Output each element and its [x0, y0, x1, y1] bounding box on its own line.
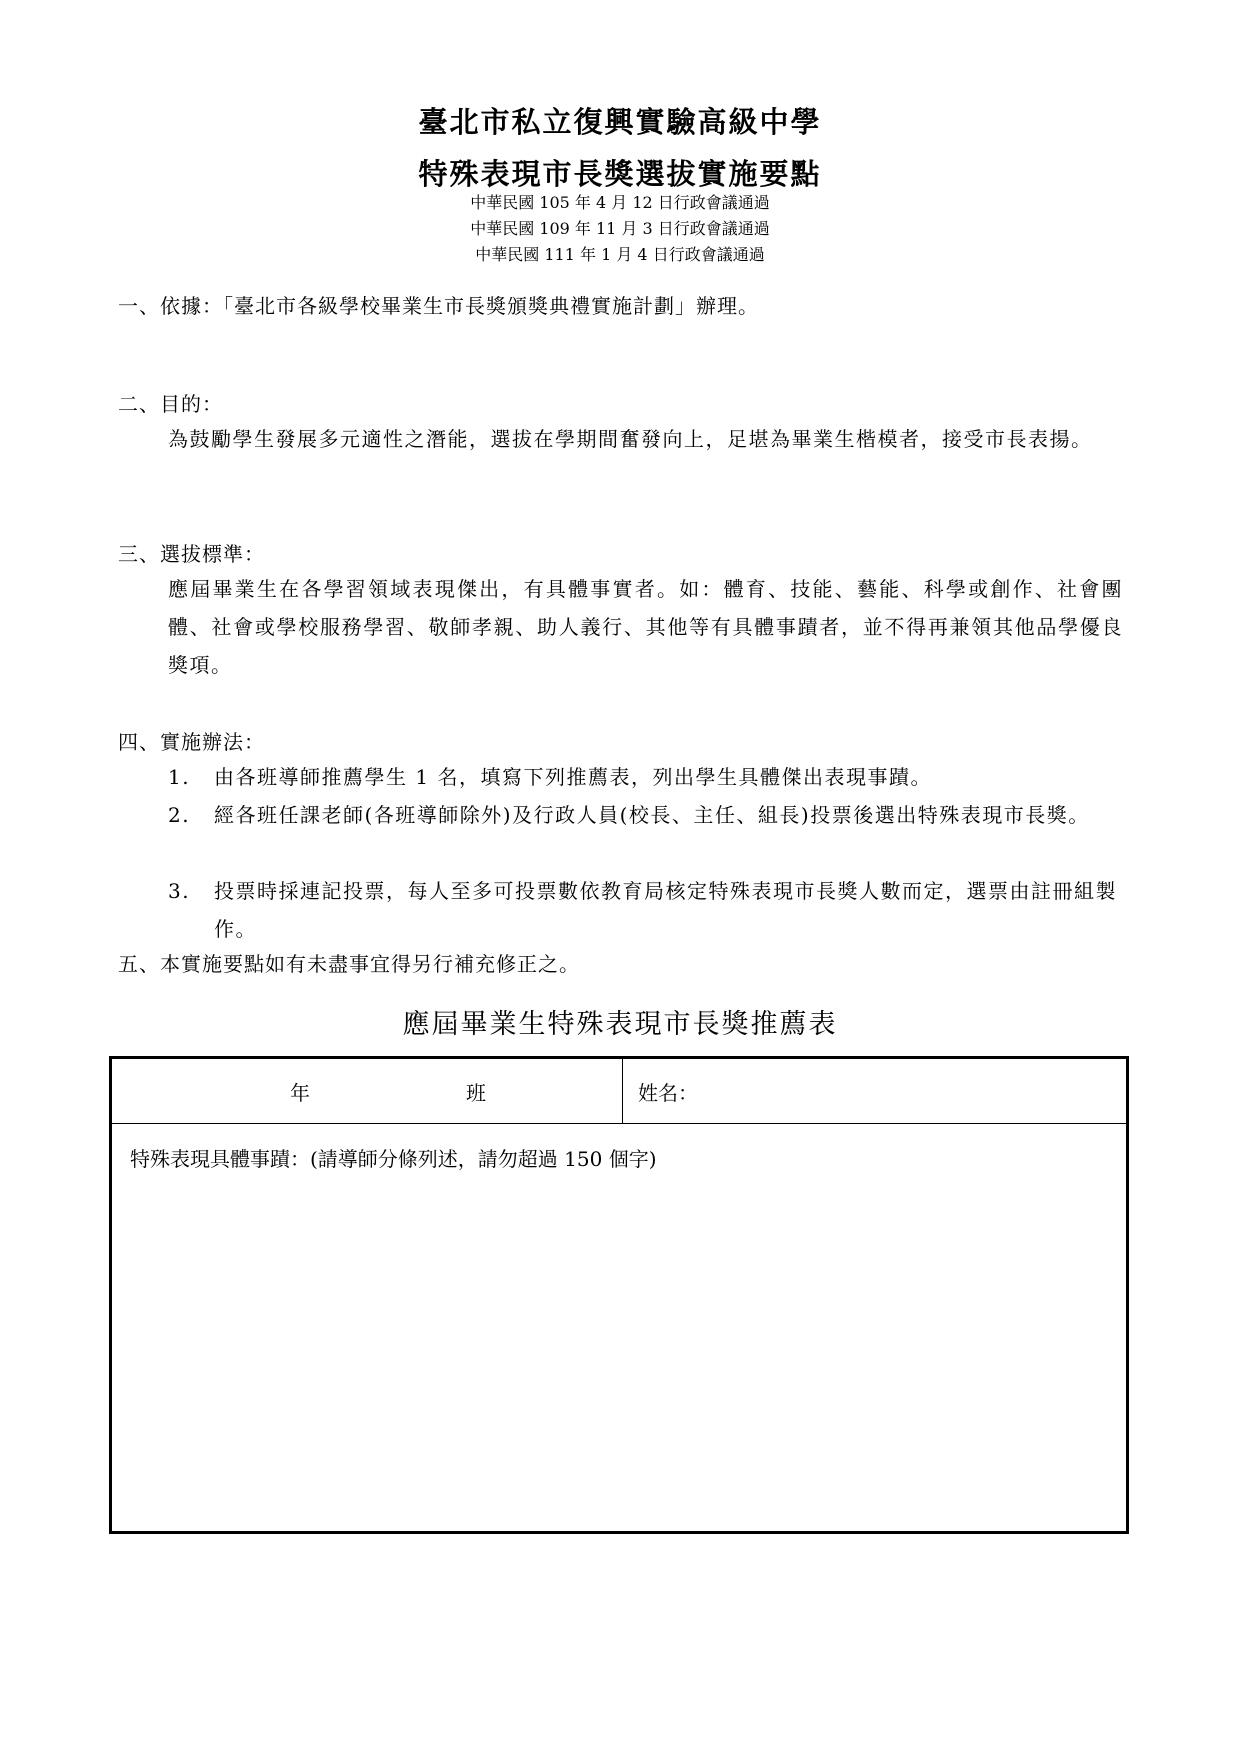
approval-line: 中華民國 105 年 4 月 12 日行政會議通過 [470, 193, 770, 212]
approval-line: 中華民國 111 年 1 月 4 日行政會議通過 [475, 245, 765, 264]
approval-history [0, 190, 1240, 268]
document-title: 特殊表現市長獎選拔實施要點 [418, 157, 822, 191]
section-supplement: 五、本實施要點如有未盡事宜得另行補充修正之。 [118, 952, 580, 976]
section-criteria-body: 應屆畢業生在各學習領域表現傑出，有具體事實者。如：體育、技能、藝能、科學或創作、社會團體、社會或學校服務學習、敬師孝親、助人義行、其他等有具體事蹟者，並不得再兼領其他品學優良獎項。 [168, 577, 1123, 677]
approval-line: 中華民國 109 年 11 月 3 日行政會議通過 [470, 219, 770, 238]
method-item-text: 投票時採連記投票，每人至多可投票數依教育局核定特殊表現市長獎人數而定，選票由註冊組製作。 [214, 879, 1117, 941]
section-method-heading: 四、實施辦法： [118, 730, 265, 754]
method-item-number: 1. [168, 765, 191, 789]
section-purpose-body: 為鼓勵學生發展多元適性之潛能，選拔在學期間奮發向上，足堪為畢業生楷模者，接受市長表揚。 [168, 427, 1093, 451]
method-item-text: 由各班導師推薦學生 1 名，填寫下列推薦表，列出學生具體傑出表現事蹟。 [214, 765, 932, 789]
year-label: 年 [290, 1081, 310, 1105]
method-item-number: 3. [168, 879, 191, 903]
recommendation-form [109, 1056, 1129, 1534]
class-label: 班 [466, 1081, 486, 1105]
cell-divider [622, 1059, 623, 1123]
method-item-number: 2. [168, 803, 191, 827]
name-label: 姓名： [638, 1081, 698, 1105]
form-title: 應屆畢業生特殊表現市長獎推薦表 [402, 1009, 838, 1040]
method-item-text: 經各班任課老師(各班導師除外)及行政人員(校長、主任、組長)投票後選出特殊表現市長獎。 [214, 803, 1090, 827]
form-header-row [112, 1059, 1126, 1124]
school-name: 臺北市私立復興實驗高級中學 [418, 105, 822, 139]
section-purpose-heading: 二、目的： [118, 392, 223, 416]
deeds-label: 特殊表現具體事蹟：(請導師分條列述，請勿超過 150 個字) [130, 1147, 657, 1171]
section-criteria-heading: 三、選拔標準： [118, 542, 265, 566]
section-basis: 一、依據：「臺北市各級學校畢業生市長獎頒獎典禮實施計劃」辦理。 [118, 294, 759, 318]
